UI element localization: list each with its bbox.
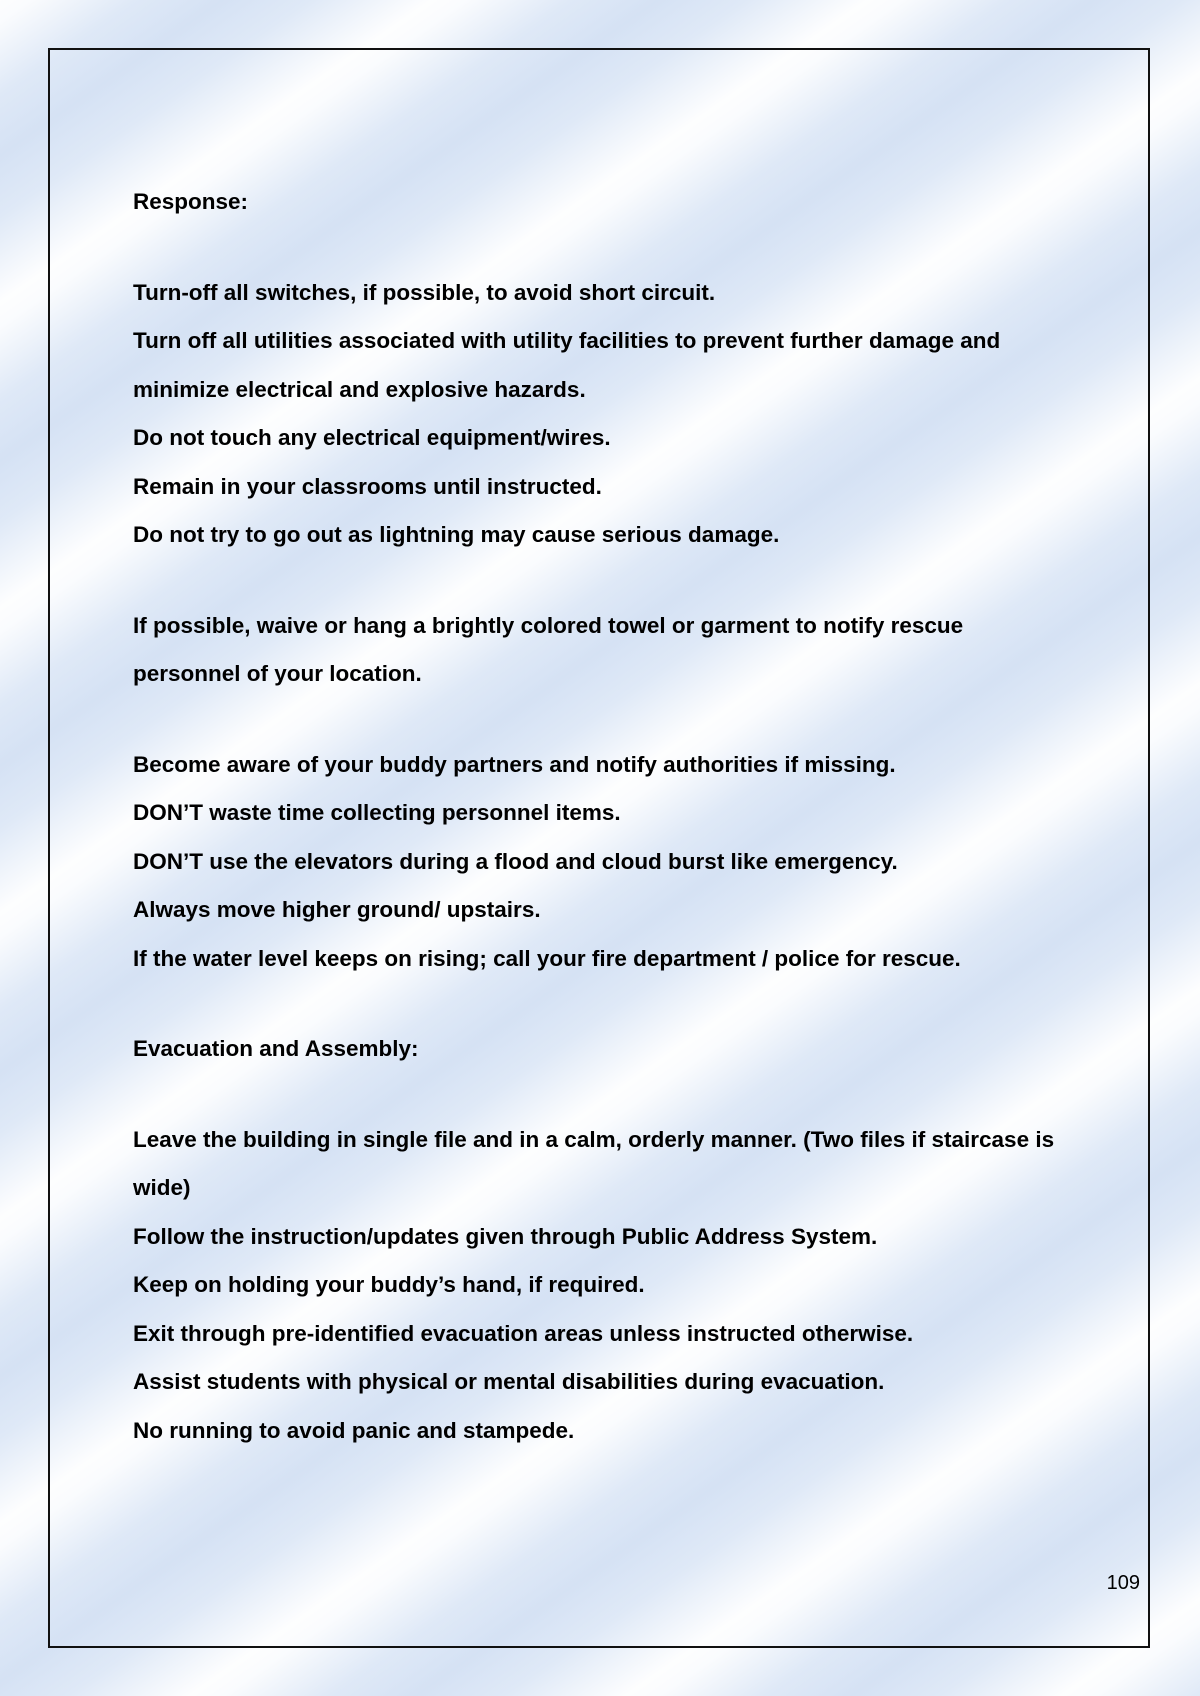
evacuation-line: Follow the instruction/updates given through Public Address System. <box>133 1223 878 1249</box>
page-number: 109 <box>1106 1572 1140 1594</box>
waive-line: personnel of your location. <box>133 661 422 686</box>
evacuation-line: No running to avoid panic and stampede. <box>133 1417 575 1443</box>
response-heading: Response: <box>133 189 249 214</box>
evacuation-line: Leave the building in single file and in a calm, orderly manner. (Two files if staircase is <box>133 1126 1055 1152</box>
response-line: Do not try to go out as lightning may cause serious damage. <box>133 522 780 547</box>
response-line: Turn-off all switches, if possible, to avoid short circuit. <box>133 279 716 305</box>
document-body <box>133 178 1133 1455</box>
response-line: Remain in your classrooms until instructed. <box>133 473 602 499</box>
waive-line: If possible, waive or hang a brightly colored towel or garment to notify rescue <box>133 612 964 638</box>
buddy-line: Become aware of your buddy partners and notify authorities if missing. <box>133 751 896 777</box>
spacer <box>133 560 1133 602</box>
spacer <box>133 1074 1133 1116</box>
buddy-line: If the water level keeps on rising; call your fire department / police for rescue. <box>133 945 961 971</box>
response-line: minimize electrical and explosive hazards. <box>133 376 586 402</box>
evacuation-heading: Evacuation and Assembly: <box>133 1036 419 1061</box>
evacuation-line: wide) <box>133 1175 191 1200</box>
spacer <box>133 699 1133 741</box>
evacuation-line: Keep on holding your buddy’s hand, if required. <box>133 1272 645 1297</box>
buddy-line: DON’T waste time collecting personnel items. <box>133 800 621 825</box>
evacuation-line: Assist students with physical or mental disabilities during evacuation. <box>133 1369 885 1394</box>
buddy-line: Always move higher ground/ upstairs. <box>133 897 541 922</box>
response-line: Turn off all utilities associated with utility facilities to prevent further damage and <box>133 328 1001 353</box>
buddy-line: DON’T use the elevators during a flood and cloud burst like emergency. <box>133 848 898 874</box>
spacer <box>133 227 1133 269</box>
response-line: Do not touch any electrical equipment/wires. <box>133 425 611 450</box>
spacer <box>133 983 1133 1025</box>
evacuation-line: Exit through pre-identified evacuation areas unless instructed otherwise. <box>133 1320 914 1346</box>
